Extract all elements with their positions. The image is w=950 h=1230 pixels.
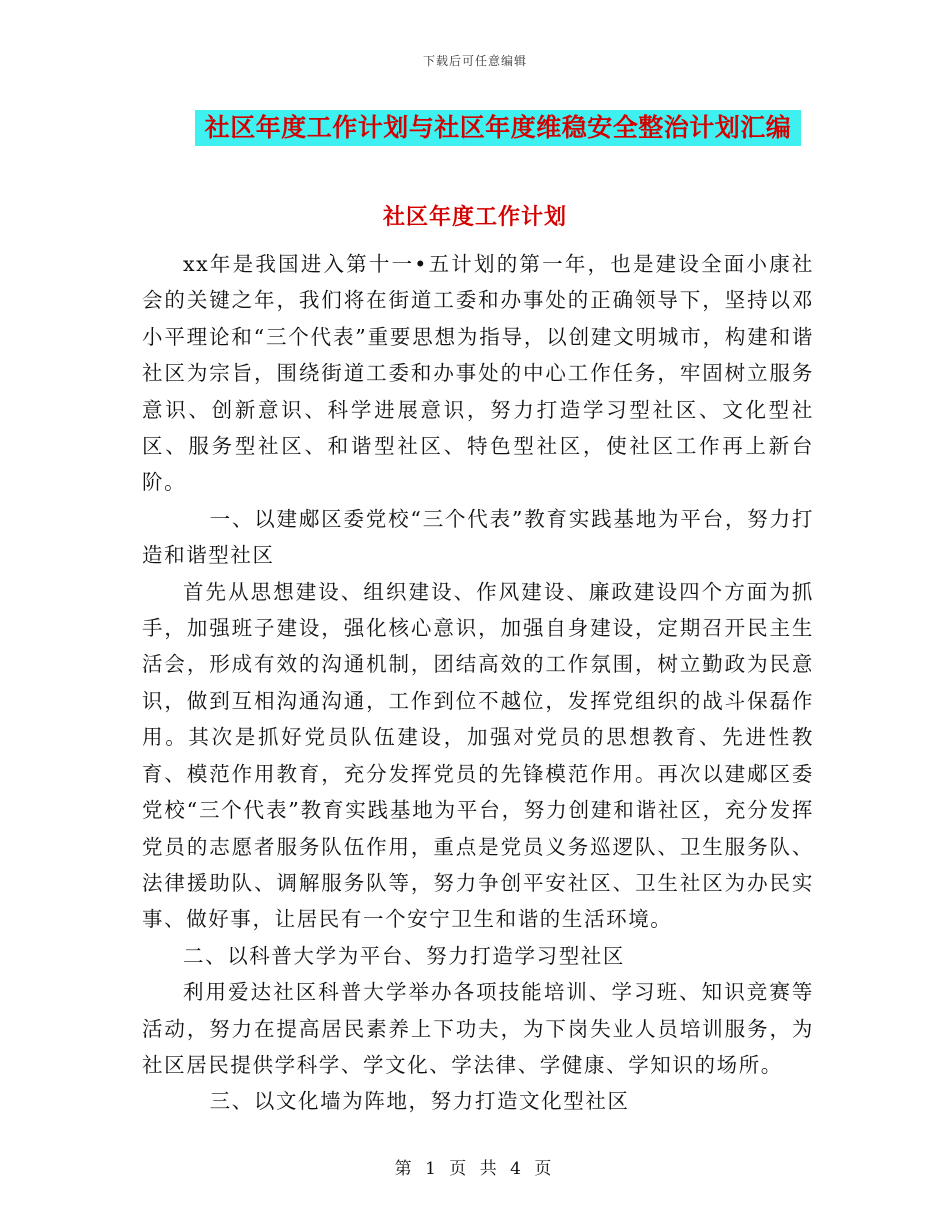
document-title-highlight: [195, 110, 801, 146]
heading-item-1: 一、以建郕区委党校“三个代表”教育实践基地为平台，努力打造和谐型社区: [142, 506, 814, 568]
document-title: 社区年度工作计划与社区年度维稳安全整治计划汇编: [204, 113, 792, 142]
section-title: 社区年度工作计划: [382, 204, 567, 230]
heading-item-3: 三、以文化墙为阵地，努力打造文化型社区: [209, 1089, 630, 1114]
paragraph-item-1: 首先从思想建设、组织建设、作风建设、廉政建设四个方面为抓手，加强班子建设，强化核心意识，加强自身建设，定期召开民主生活会，形成有效的沟通机制，团结高效的工作氛围，树立勤政为民意识，做到互相沟通沟通，工作到位不越位，发挥党组织的战斗保磊作用。其次是抓好党员队伍建设，加强对党员的思想教育、先进性教育、模范作用教育，充分发挥党员的先锋模范作用。再次以建郕区委党校“三个代表”教育实践基地为平台，努力创建和谐社区，充分发挥党员的志愿者服务队伍作用，重点是党员义务巡逻队、卫生服务队、法律援助队、调解服务队等，努力争创平安社区、卫生社区为办民实事、做好事，让居民有一个安宁卫生和谐的生活环境。: [142, 579, 814, 932]
heading-item-2: 二、以科普大学为平台、努力打造学习型社区: [183, 943, 625, 968]
paragraph-item-2: 利用爱达社区科普大学举办各项技能培训、学习班、知识竞赛等活动，努力在提高居民素养上下功夫，为下岗失业人员培训服务，为社区居民提供学科学、学文化、学法律、学健康、学知识的场所。: [142, 980, 814, 1077]
paragraph-intro: xx年是我国进入第十一•五计划的第一年，也是建设全面小康社会的关键之年，我们将在街道工委和办事处的正确领导下，坚持以邓小平理论和“三个代表”重要思想为指导，以创建文明城市，构建和谐社区为宗旨，围绕街道工委和办事处的中心工作任务，牢固树立服务意识、创新意识、科学进展意识，努力打造学习型社区、文化型社区、服务型社区、和谐型社区、特色型社区，使社区工作再上新台阶。: [142, 252, 814, 495]
document-body: [142, 246, 814, 1120]
page-number-footer: 第 1 页 共 4 页: [394, 1159, 556, 1179]
header-note: 下载后可任意编辑: [422, 54, 527, 68]
